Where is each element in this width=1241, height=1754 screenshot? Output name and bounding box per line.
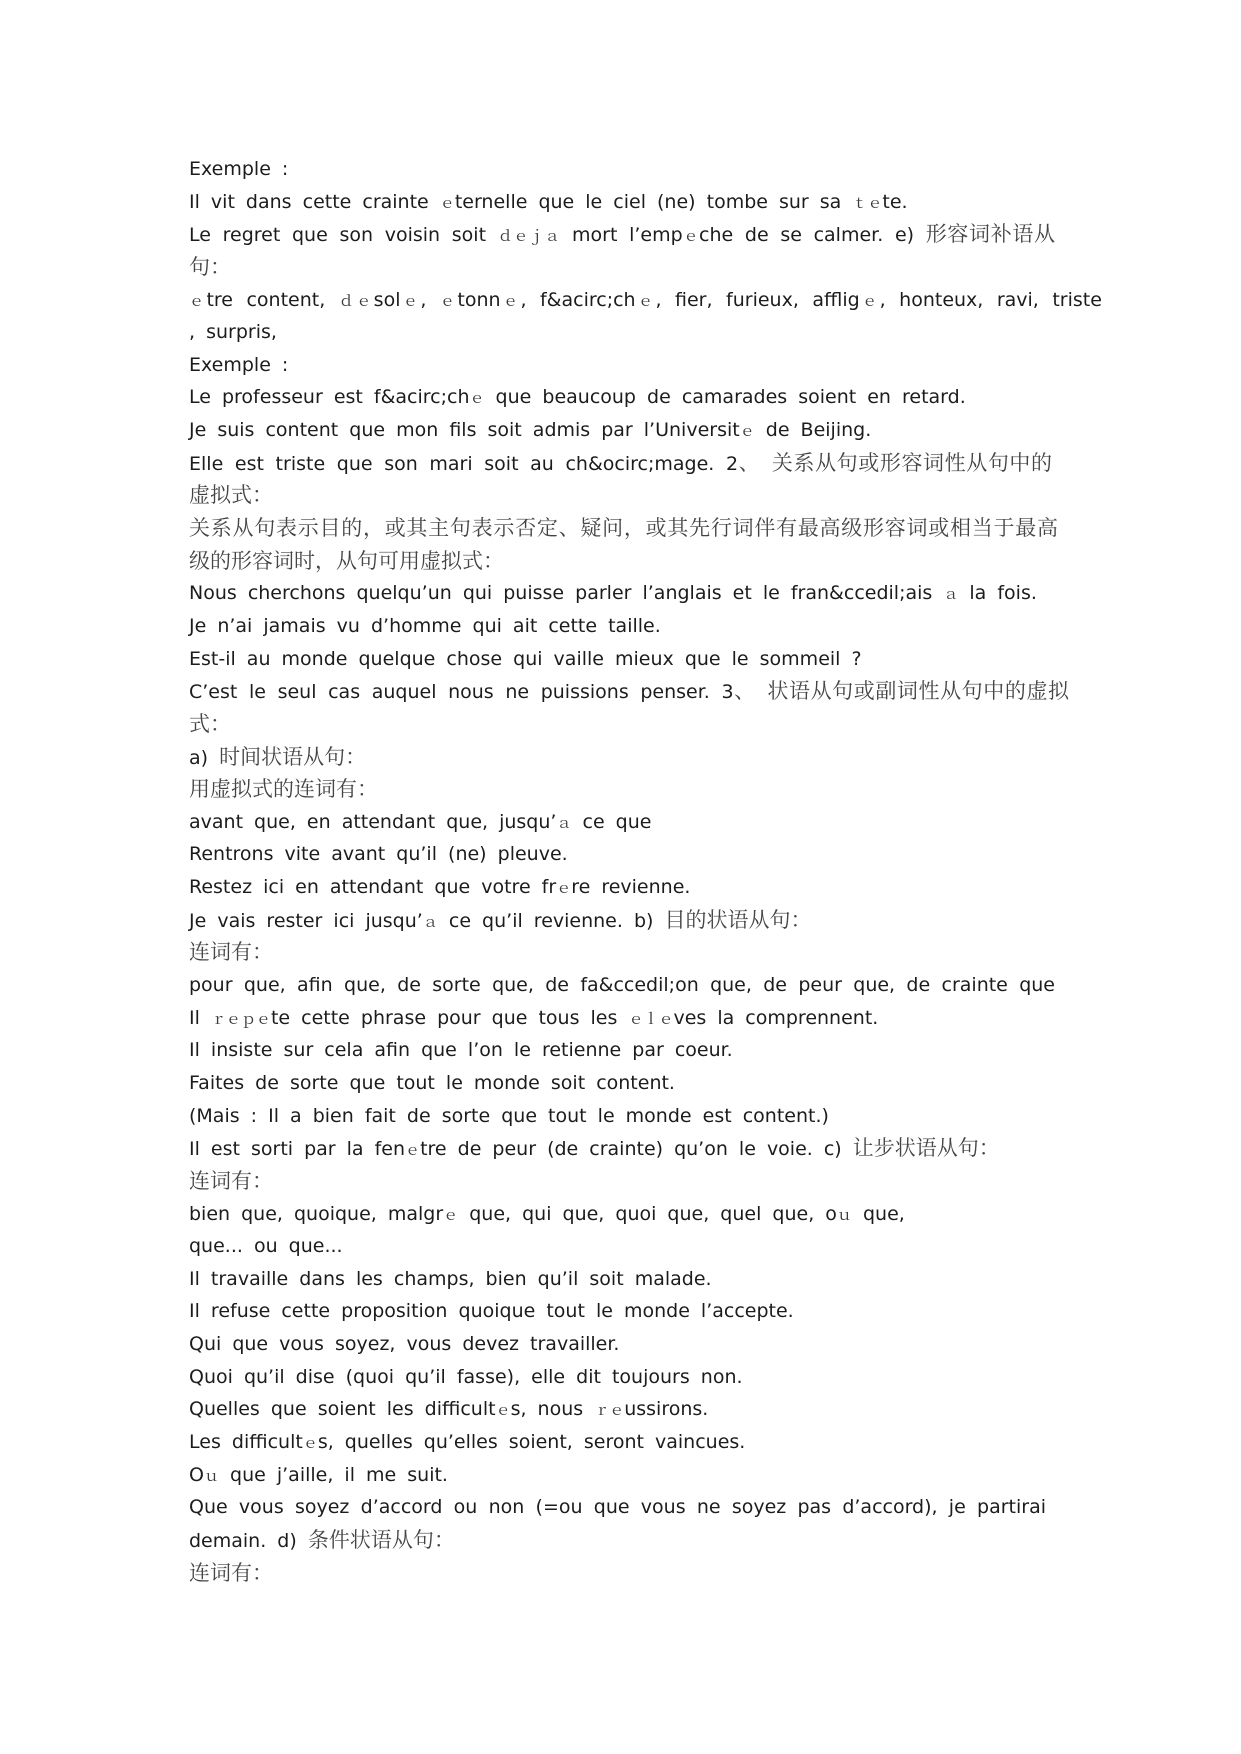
fullwidth-glyph: ｅ bbox=[302, 1433, 318, 1452]
text-line: (Mais : Il a bien fait de sorte que tout le monde est content.) bbox=[189, 1104, 829, 1127]
text-line bbox=[189, 708, 1102, 741]
fullwidth-glyph: ｅ bbox=[400, 291, 421, 310]
fullwidth-glyph: ａ bbox=[943, 585, 959, 604]
cjk-text: 连词有： bbox=[189, 1560, 273, 1585]
text-line bbox=[189, 479, 1102, 512]
text-line: bien que, quoique, malgrｅ que, qui que, quoi que, quel que, oｕ que, bbox=[189, 1202, 905, 1225]
cjk-text: 用虚拟式的连词有： bbox=[189, 777, 378, 802]
text-line: Il insiste sur cela afin que l’on le retienne par coeur. bbox=[189, 1039, 733, 1062]
fullwidth-glyph: ｕ bbox=[836, 1205, 852, 1224]
text-line: Les difficultｅs, quelles qu’elles soient, seront vaincues. bbox=[189, 1430, 746, 1453]
fullwidth-glyph: ａ bbox=[422, 912, 438, 931]
example-label: Exemple : bbox=[189, 158, 289, 180]
text-line: Le professeur est f&acirc;chｅ que beaucoup de camarades soient en retard. bbox=[189, 386, 966, 409]
text-line: Quoi qu’il dise (quoi qu’il fasse), elle dit toujours non. bbox=[189, 1365, 743, 1388]
cjk-text: 让步状语从句： bbox=[852, 1136, 1000, 1161]
text-line: C’est le seul cas auquel nous ne puissions penser. 3、 状语从句或副词性从句中的虚拟 bbox=[189, 679, 1070, 704]
text-line: avant que, en attendant que, jusqu’ａ ce que bbox=[189, 810, 652, 833]
text-line: Il vit dans cette crainte ｅternelle que le ciel (ne) tombe sur sa ｔｅte. bbox=[189, 190, 908, 213]
text-line bbox=[189, 1165, 1102, 1198]
text-line: Je n’ai jamais vu d’homme qui ait cette taille. bbox=[189, 614, 661, 637]
cjk-text: 关系从句或形容词性从句中的 bbox=[771, 450, 1053, 475]
text-line: Il ｒｅｐｅte cette phrase pour que tous les ｅｌｅves la comprennent. bbox=[189, 1006, 879, 1029]
fullwidth-glyph: ｅ bbox=[439, 291, 458, 310]
text-line bbox=[189, 251, 1102, 284]
fullwidth-glyph: ｔｅ bbox=[852, 193, 883, 212]
text-line: pour que, afin que, de sorte que, de fa&ccedil;on que, de peur que, de crainte que bbox=[189, 974, 1055, 997]
fullwidth-glyph: ｅ bbox=[556, 879, 572, 898]
text-line: Je vais rester ici jusqu’ａ ce qu’il revienne. b) 目的状语从句： bbox=[189, 907, 812, 932]
cjk-text: 连词有： bbox=[189, 1168, 273, 1193]
text-line: Qui que vous soyez, vous devez travailler. bbox=[189, 1333, 620, 1356]
fullwidth-glyph: ｒｅｐｅ bbox=[210, 1009, 271, 1028]
text-line: Il est sorti par la fenｅtre de peur (de crainte) qu’on le voie. c) 让步状语从句： bbox=[189, 1136, 1000, 1161]
fullwidth-glyph: ｅ bbox=[682, 227, 700, 246]
fullwidth-glyph: ｅ bbox=[635, 291, 656, 310]
text-line: Restez ici en attendant que votre frｅre revienne. bbox=[189, 876, 691, 899]
document-body bbox=[189, 153, 1102, 1589]
fullwidth-glyph: ｅｌｅ bbox=[628, 1009, 674, 1028]
fullwidth-glyph: ｒｅ bbox=[594, 1401, 625, 1420]
fullwidth-glyph: ｅ bbox=[859, 291, 880, 310]
text-line bbox=[189, 936, 1102, 969]
text-line: Est-il au monde quelque chose qui vaille mieux que le sommeil ? bbox=[189, 647, 862, 670]
text-line: Faites de sorte que tout le monde soit content. bbox=[189, 1071, 675, 1094]
cjk-text: 关系从句表示目的，或其主句表示否定、疑问，或其先行词伴有最高级形容词或相当于最高 bbox=[189, 516, 1058, 541]
fullwidth-glyph: ｅ bbox=[739, 422, 755, 441]
fullwidth-glyph: ｅ bbox=[439, 193, 455, 212]
fullwidth-glyph: ｄｅ bbox=[338, 291, 374, 310]
cjk-text: 状语从句或副词性从句中的虚拟 bbox=[767, 679, 1070, 704]
text-line bbox=[189, 545, 1102, 578]
cjk-text: 虚拟式： bbox=[189, 483, 273, 508]
fullwidth-glyph: ｕ bbox=[203, 1466, 219, 1485]
text-line: Il travaille dans les champs, bien qu’il soit malade. bbox=[189, 1267, 712, 1290]
example-label: Exemple : bbox=[189, 353, 289, 376]
text-line bbox=[189, 773, 1102, 806]
cjk-text: 式： bbox=[189, 711, 231, 736]
fullwidth-glyph: ｅ bbox=[469, 389, 485, 408]
text-line: a) 时间状语从句： bbox=[189, 744, 367, 769]
cjk-text: 形容词补语从 bbox=[925, 222, 1055, 247]
cjk-text: 句： bbox=[189, 254, 231, 279]
cjk-text: 级的形容词时，从句可用虚拟式： bbox=[189, 548, 504, 573]
text-line: Elle est triste que son mari soit au ch&ocirc;mage. 2、 关系从句或形容词性从句中的 bbox=[189, 450, 1053, 475]
text-line: que... ou que... bbox=[189, 1235, 343, 1258]
cjk-text: 连词有： bbox=[189, 940, 273, 965]
text-line: Que vous soyez d’accord ou non (=ou que vous ne soyez pas d’accord), je partirai bbox=[189, 1496, 1046, 1519]
text-line: Oｕ que j’aille, il me suit. bbox=[189, 1463, 448, 1486]
fullwidth-glyph: ｅ bbox=[500, 291, 521, 310]
text-line bbox=[189, 1557, 1102, 1590]
text-line: , surpris, bbox=[189, 321, 277, 344]
text-line: Le regret que son voisin soit ｄｅｊａ mort l’empｅche de se calmer. e) 形容词补语从 bbox=[189, 222, 1055, 247]
fullwidth-glyph: ａ bbox=[556, 813, 572, 832]
cjk-text: 时间状语从句： bbox=[219, 744, 367, 769]
cjk-text: 条件状语从句： bbox=[307, 1527, 455, 1552]
text-line: Nous cherchons quelqu’un qui puisse parler l’anglais et le fran&ccedil;ais ａ la fois. bbox=[189, 582, 1037, 605]
text-line: ｅtre content, ｄｅsolｅ, ｅtonnｅ, f&acirc;chｅ, fier, furieux, affligｅ, honteux, ravi, triste bbox=[189, 288, 1102, 311]
text-line: Quelles que soient les difficultｅs, nous ｒｅussirons. bbox=[189, 1398, 709, 1421]
fullwidth-glyph: ｅ bbox=[405, 1141, 421, 1160]
cjk-text: 目的状语从句： bbox=[664, 907, 812, 932]
text-line bbox=[189, 512, 1058, 545]
fullwidth-glyph: ｅ bbox=[495, 1401, 511, 1420]
text-line: Je suis content que mon fils soit admis par l’Universitｅ de Beijing. bbox=[189, 419, 872, 442]
text-line: Il refuse cette proposition quoique tout le monde l’accepte. bbox=[189, 1300, 794, 1323]
cjk-text: 、 bbox=[738, 450, 761, 475]
text-line: Rentrons vite avant qu’il (ne) pleuve. bbox=[189, 843, 568, 866]
fullwidth-glyph: ｅ bbox=[189, 291, 207, 310]
fullwidth-glyph: ｄｅｊａ bbox=[497, 227, 561, 246]
text-line: demain. d) 条件状语从句： bbox=[189, 1527, 455, 1552]
cjk-text: 、 bbox=[733, 679, 756, 704]
fullwidth-glyph: ｅ bbox=[443, 1205, 459, 1224]
